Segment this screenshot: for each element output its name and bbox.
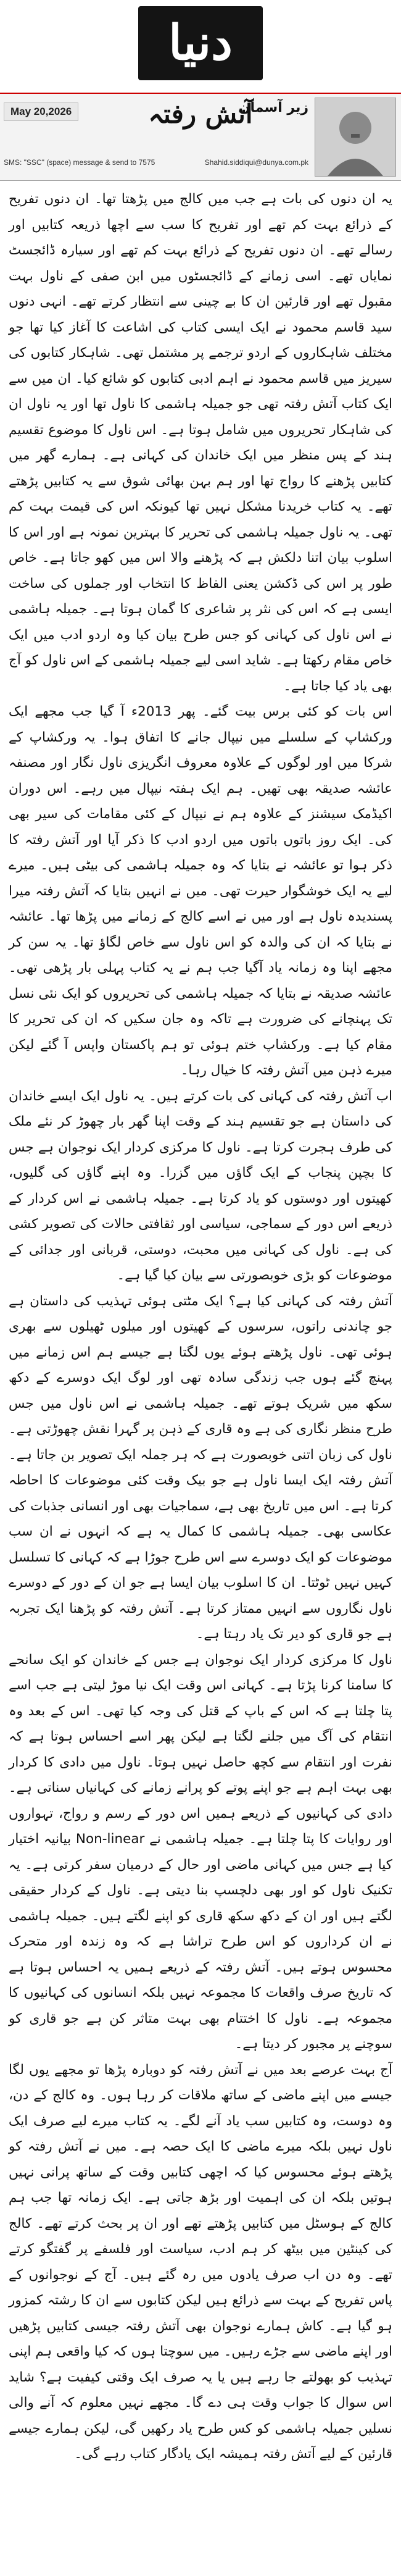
article-paragraph: یہ ان دنوں کی بات ہے جب میں کالج میں پڑھتا تھا۔ ان دنوں تفریح کے ذرائع بہت کم تھے اور تفریح کا سب سے اچھا ذریعہ کتابیں اور رسالے تھے۔ ان دنوں تفریح کے ذرائع بہت کم تھے اور سیارہ ڈائجسٹ نمایاں تھے۔ اسی زمانے کے ڈائجسٹوں میں ابن صفی کے ناول بہت مقبول تھے اور قارئین ان کا بے چینی سے انتظار کرتے تھے۔ انہی دنوں سید قاسم محمود نے ایک ایسی کتاب کی اشاعت کا آغاز کیا تھا جو مختلف شاہکاروں کے اردو ترجمے پر مشتمل تھی۔ شاہکار کتابوں کی سیریز میں قاسم محمود نے اہم ادبی کتابوں کو شائع کیا۔ ان میں سے ایک کتاب آتش رفتہ تھی جو جمیلہ ہاشمی کا ناول تھا اور یہ ناول ان کی شاہکار تحریروں میں شامل ہوتا ہے۔ اس ناول کا موضوع تقسیم ہند کے پس منظر میں ایک خاندان کی کہانی ہے۔ ہمارے گھر میں کتابیں پڑھنے کا رواج تھا اور ہم بہن بھائی شوق سے یہ کتابیں پڑھتے تھے۔ یہ کتاب خریدنا مشکل نہیں تھا کیونکہ اس کی قیمت بہت کم تھی۔ یہ ناول جمیلہ ہاشمی کی تحریر کا بہترین نمونہ ہے اور اس کا اسلوب بیان اتنا دلکش ہے کہ پڑھنے والا اس میں کھو جاتا ہے۔ خاص طور پر اس کی ڈکشن یعنی الفاظ کا انتخاب اور جملوں کی ساخت ایسی ہے کہ اس کی نثر پر شاعری کا گمان ہوتا ہے۔ جمیلہ ہاشمی نے اس ناول کی کہانی کو جس طرح بیان کیا وہ اردو ادب میں ایک خاص مقام رکھتا ہے۔ شاید اسی لیے جمیلہ ہاشمی کے اس ناول کو آج بھی یاد کیا جاتا ہے۔: [9, 191, 392, 694]
article-paragraph: ناول کا مرکزی کردار ایک نوجوان ہے جس کے خاندان کو ایک سانحے کا سامنا کرنا پڑتا ہے۔ کہانی اس وقت ایک نیا موڑ لیتی ہے جب اسے پتا چلتا ہے کہ اس کے باپ کے قتل کی وجہ کیا تھی۔ اس کے بعد وہ انتقام کی آگ میں جلنے لگتا ہے لیکن پھر اسے احساس ہوتا ہے کہ نفرت اور انتقام سے کچھ حاصل نہیں ہوتا۔ ناول میں دادی کا کردار بھی بہت اہم ہے جو اپنے پوتے کو پرانے زمانے کی کہانیاں سناتی ہے۔ دادی کی کہانیوں کے ذریعے ہمیں اس دور کے رسم و رواج، تہواروں اور روایات کا پتا چلتا ہے۔ جمیلہ ہاشمی نے Non-linear بیانیہ اختیار کیا ہے جس میں کہانی ماضی اور حال کے درمیان سفر کرتی ہے۔ یہ تکنیک ناول کو اور بھی دلچسپ بنا دیتی ہے۔ ناول کے کردار حقیقی لگتے ہیں اور ان کے دکھ سکھ قاری کو اپنے لگتے ہیں۔ جمیلہ ہاشمی نے ان کرداروں کو اس طرح تراشا ہے کہ وہ زندہ اور متحرک محسوس ہوتے ہیں۔ آتش رفتہ کے ذریعے ہمیں یہ احساس ہوتا ہے کہ تاریخ صرف واقعات کا مجموعہ نہیں بلکہ انسانوں کی کہانیوں کا مجموعہ ہے۔ ناول کا اختتام بھی بہت متاثر کن ہے جو قاری کو سوچنے پر مجبور کر دیتا ہے۔: [9, 1652, 393, 2052]
article-paragraph: اس بات کو کئی برس بیت گئے۔ پھر 2013ء آ گیا جب مجھے ایک ورکشاپ کے سلسلے میں نیپال جانے کا اتفاق ہوا۔ یہ ورکشاپ کے شرکا میں اور لوگوں کے علاوہ معروف انگریزی ناول نگار اور مصنفہ عائشہ صدیقہ بھی تھیں۔ ہم ایک ہفتہ نیپال میں رہے۔ اس دوران اکیڈمک سیشنز کے علاوہ ہم نے نیپال کے کئی مقامات کی سیر بھی کی۔ ایک روز باتوں باتوں میں اردو ادب کا ذکر آیا اور آتش رفتہ کا ذکر ہوا تو عائشہ نے بتایا کہ وہ جمیلہ ہاشمی کی بیٹی ہیں۔ میرے لیے یہ ایک خوشگوار حیرت تھی۔ میں نے انہیں بتایا کہ آتش رفتہ میرا پسندیدہ ناول ہے اور میں نے اسے کالج کے زمانے میں پڑھا تھا۔ عائشہ نے بتایا کہ ان کی والدہ کو اس ناول سے خاص لگاؤ تھا۔ یہ سن کر مجھے اپنا وہ زمانہ یاد آگیا جب ہم نے یہ کتاب پہلی بار پڑھی تھی۔ عائشہ صدیقہ نے بتایا کہ جمیلہ ہاشمی کی تحریروں کو ایک نئی نسل تک پہنچانے کی ضرورت ہے تاکہ وہ جان سکیں کہ ان کی تحریر کا مقام کیا ہے۔ ورکشاپ ختم ہوئی تو ہم پاکستان واپس آ گئے لیکن میرے ذہن میں آتش رفتہ کا خیال رہا۔: [9, 704, 392, 1078]
author-email[interactable]: Shahid.siddiqui@dunya.com.pk: [204, 158, 308, 167]
article-body: [9, 186, 392, 2467]
publish-date: May 20,2026: [4, 102, 78, 121]
column-name: زیر آسمان: [238, 100, 308, 115]
sms-info: SMS: "SSC" (space) message & send to 7575: [4, 158, 155, 167]
article-paragraph: آتش رفتہ کی کہانی کیا ہے؟ ایک مٹتی ہوئی تہذیب کی داستان ہے جو چاندنی راتوں، سرسوں کے کھیتوں اور میلوں ٹھیلوں سے بھری ہوئی تھی۔ ناول پڑھتے ہوئے یوں لگتا ہے جیسے ہم اس زمانے میں پہنچ گئے ہوں جب زندگی سادہ تھی اور لوگ ایک دوسرے کے دکھ سکھ میں شریک ہوتے تھے۔ جمیلہ ہاشمی نے اس ناول میں جس طرح منظر نگاری کی ہے وہ قاری کے ذہن پر گہرا نقش چھوڑتی ہے۔ ناول کی زبان اتنی خوبصورت ہے کہ ہر جملہ ایک تصویر بن جاتا ہے۔ آتش رفتہ ایک ایسا ناول ہے جو بیک وقت کئی موضوعات کا احاطہ کرتا ہے۔ اس میں تاریخ بھی ہے، سماجیات بھی اور انسانی جذبات کی عکاسی بھی۔ جمیلہ ہاشمی کا کمال یہ ہے کہ انہوں نے ان سب موضوعات کو ایک دوسرے سے اس طرح جوڑا ہے کہ کہانی کا تسلسل کہیں نہیں ٹوٹتا۔ ان کا اسلوب بیان ایسا ہے جو ان کے دور کے دوسرے ناول نگاروں سے انہیں ممتاز کرتا ہے۔ آتش رفتہ کو پڑھنا ایک تجربہ ہے جو قاری کو دیر تک یاد رہتا ہے۔: [9, 1293, 392, 1642]
logo-text: دنیا: [168, 15, 233, 71]
author-photo: [315, 98, 396, 177]
author-portrait-icon: [315, 98, 395, 176]
article-paragraph: آج بہت عرصے بعد میں نے آتش رفتہ کو دوبارہ پڑھا تو مجھے یوں لگا جیسے میں اپنے ماضی کے ساتھ ملاقات کر رہا ہوں۔ وہ کالج کے دن، وہ دوست، وہ کتابیں سب یاد آنے لگے۔ یہ کتاب میرے لیے صرف ایک ناول نہیں بلکہ میرے ماضی کا ایک حصہ ہے۔ میں نے آتش رفتہ کو پڑھتے ہوئے محسوس کیا کہ اچھی کتابیں وقت کے ساتھ پرانی نہیں ہوتیں بلکہ ان کی اہمیت اور بڑھ جاتی ہے۔ ایک زمانہ تھا جب ہم کالج کے ہوسٹل میں کتابیں پڑھتے تھے اور ان پر بحث کرتے تھے۔ کالج کی کینٹین میں بیٹھ کر ہم ادب، سیاست اور فلسفے پر گفتگو کرتے تھے۔ وہ دن اب صرف یادوں میں رہ گئے ہیں۔ آج کے نوجوانوں کے پاس تفریح کے بہت سے ذرائع ہیں لیکن کتابوں سے ان کا رشتہ کمزور ہو گیا ہے۔ کاش ہمارے نوجوان بھی آتش رفتہ جیسی کتابیں پڑھیں اور اپنے ماضی سے جڑے رہیں۔ میں سوچتا ہوں کہ کیا واقعی ہم اپنی تہذیب کو بھولتے جا رہے ہیں یا یہ صرف ایک وقتی کیفیت ہے؟ شاید اس سوال کا جواب وقت ہی دے گا۔ مجھے نہیں معلوم کہ آنے والی نسلیں جمیلہ ہاشمی کو کس طرح یاد رکھیں گی، لیکن ہمارے جیسے قارئین کے لیے آتش رفتہ ہمیشہ ایک یادگار کتاب رہے گی۔: [9, 2062, 392, 2462]
column-header: [0, 93, 401, 181]
masthead: [0, 0, 401, 91]
newspaper-logo: [138, 6, 263, 80]
column-title: آتش رفتہ: [148, 99, 253, 129]
article-paragraph: اب آتش رفتہ کی کہانی کی بات کرتے ہیں۔ یہ ناول ایک ایسے خاندان کی داستان ہے جو تقسیم ہند کے وقت اپنا گھر بار چھوڑ کر نئے ملک کی طرف ہجرت کرتا ہے۔ ناول کا مرکزی کردار ایک نوجوان ہے جس کا بچپن پنجاب کے ایک گاؤں میں گزرا۔ وہ اپنے گاؤں کی گلیوں، کھیتوں اور دوستوں کو یاد کرتا ہے۔ جمیلہ ہاشمی نے اس کردار کے ذریعے اس دور کے سماجی، سیاسی اور ثقافتی حالات کی تصویر کشی کی ہے۔ ناول کی کہانی میں محبت، دوستی، قربانی اور جدائی کے موضوعات کو بڑی خوبصورتی سے بیان کیا گیا ہے۔: [9, 1088, 392, 1283]
